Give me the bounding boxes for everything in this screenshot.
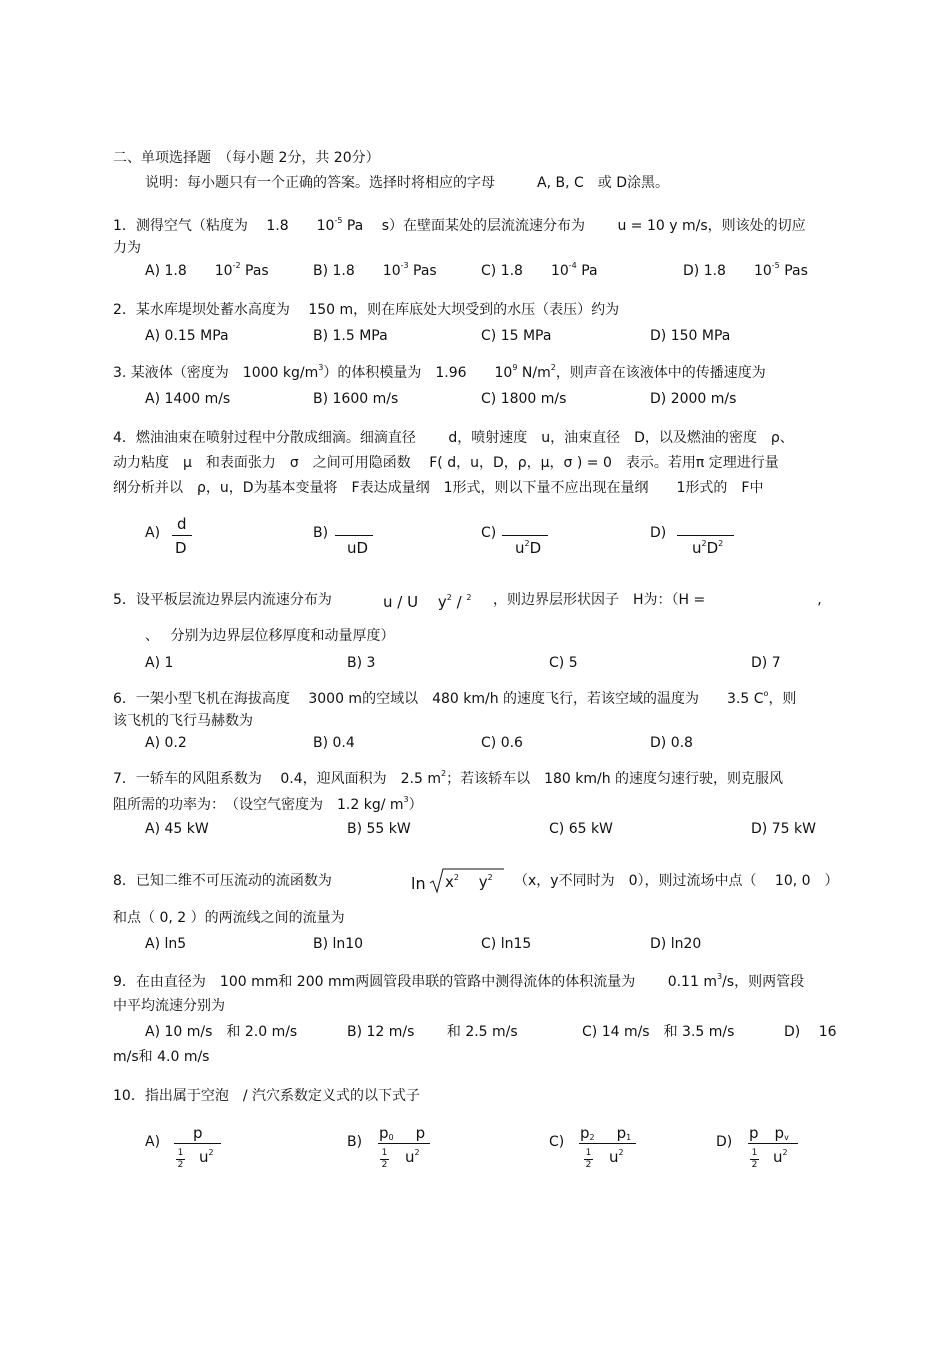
q7-option-c[interactable]: C) 65 kW — [549, 821, 613, 837]
q5-option-a[interactable]: A) 1 — [145, 655, 174, 671]
q5-option-c[interactable]: C) 5 — [549, 655, 578, 671]
q8-option-c[interactable]: C) ln15 — [481, 936, 532, 952]
q5-velocity-formula: u / U $y^2 / ^2$ — [383, 593, 472, 611]
one-half: 1 2 — [751, 1148, 758, 1170]
q2-option-a[interactable]: A) 0.15 MPa — [145, 328, 229, 344]
q5-stem-tail: ，则边界层形状因子 H为：（H = , — [493, 592, 822, 608]
q4-option-c-denominator: $u^2D$ — [515, 539, 542, 557]
q10-option-b-u-squared: $u^2$ — [405, 1148, 420, 1166]
q10-option-b-fraction — [376, 1124, 434, 1172]
fraction-bar — [172, 535, 192, 536]
fraction-bar — [502, 535, 548, 536]
q8-option-a[interactable]: A) ln5 — [145, 936, 187, 952]
q1-stem-line2: 力为 — [113, 240, 141, 256]
q7-stem-line2: 阻所需的功率为： （设空气密度为 1.2 kg/ $m^3$） — [113, 795, 423, 813]
q10-option-a-label[interactable]: A) — [145, 1134, 161, 1150]
q2-option-b[interactable]: B) 1.5 MPa — [313, 328, 388, 344]
q8-ln: ln — [411, 874, 426, 893]
q10-option-d-fraction — [746, 1124, 802, 1172]
fraction-bar — [579, 1143, 636, 1144]
q4-option-b-denominator: uD — [347, 539, 369, 557]
q6-option-b[interactable]: B) 0.4 — [313, 735, 355, 751]
q5-stem: 5．设平板层流边界层内流速分布为 — [113, 592, 332, 608]
q8-option-d[interactable]: D) ln20 — [650, 936, 702, 952]
q10-option-b-label[interactable]: B) — [347, 1134, 363, 1150]
q4-option-d-denominator: $u^2D^2$ — [692, 539, 724, 557]
q4-option-a-fraction — [172, 515, 194, 560]
fraction-bar — [335, 535, 373, 536]
q4-option-c-fraction — [502, 515, 552, 560]
q9-stem-line2: 中平均流速分别为 — [113, 998, 225, 1014]
q4-option-c-label[interactable]: C) — [481, 525, 497, 541]
q10-option-a-numerator: p — [193, 1124, 203, 1142]
q7-option-b[interactable]: B) 55 kW — [347, 821, 411, 837]
q4-stem-line2: 动力粘度 μ 和表面张力 σ 之间可用隐函数 F( d，u，D，ρ，μ，σ ) = 0 表示。若用π 定理进行量 — [113, 455, 779, 471]
q9-option-a[interactable]: A) 10 m/s 和 2.0 m/s — [145, 1024, 298, 1040]
q4-option-a-denominator: D — [175, 539, 187, 557]
q9-option-c[interactable]: C) 14 m/s 和 3.5 m/s — [582, 1024, 735, 1040]
q10-option-a-fraction — [172, 1124, 224, 1172]
q3-option-a[interactable]: A) 1400 m/s — [145, 391, 231, 407]
q10-option-d-numerator: p $p_v$ — [749, 1124, 789, 1142]
fraction-bar — [748, 1143, 798, 1144]
q6-option-d[interactable]: D) 0.8 — [650, 735, 693, 751]
q4-stem-line1: 4．燃油油束在喷射过程中分散成细滴。细滴直径 d，喷射速度 u，油束直径 D，以及燃油的密度 ρ、 — [113, 430, 794, 446]
q10-option-c-fraction — [577, 1124, 639, 1172]
q2-option-d[interactable]: D) 150 MPa — [650, 328, 731, 344]
q4-option-b-label[interactable]: B) — [313, 525, 329, 541]
q10-option-c-label[interactable]: C) — [549, 1134, 565, 1150]
q5-stem-line2: 、 分别为边界层位移厚度和动量厚度） — [145, 628, 395, 644]
q7-option-a[interactable]: A) 45 kW — [145, 821, 209, 837]
q9-option-b[interactable]: B) 12 m/s 和 2.5 m/s — [347, 1024, 518, 1040]
q2-option-c[interactable]: C) 15 MPa — [481, 328, 552, 344]
q5-option-d[interactable]: D) 7 — [751, 655, 781, 671]
q2-stem: 2．某水库堤坝处蓄水高度为 150 m，则在库底处大坝受到的水压（表压）约为 — [113, 302, 620, 318]
q10-option-a-u-squared: $u^2$ — [199, 1148, 214, 1166]
section-title: 二、单项选择题 （每小题 2分，共 20分） — [113, 150, 380, 166]
q10-option-c-u-squared: $u^2$ — [609, 1148, 624, 1166]
q1-option-d[interactable]: D) 1.8 $10^{-5}$ Pas — [683, 261, 808, 279]
fraction-bar — [174, 1143, 221, 1144]
q4-stem-line3: 纲分析并以 ρ，u，D为基本变量将 F表达成量纲 1形式，则以下量不应出现在量纲 1形式的 F中 — [113, 480, 764, 496]
q1-option-c[interactable]: C) 1.8 $10^{-4}$ Pa — [481, 261, 598, 279]
q10-stem: 10．指出属于空泡 / 汽穴系数定义式的以下式子 — [113, 1088, 420, 1104]
q8-radicand: $x^2$ $y^2$ — [445, 873, 493, 891]
q1-option-a[interactable]: A) 1.8 $10^{-2}$ Pas — [145, 261, 269, 279]
q8-option-b[interactable]: B) ln10 — [313, 936, 364, 952]
q5-option-b[interactable]: B) 3 — [347, 655, 376, 671]
q1-option-b[interactable]: B) 1.8 $10^{-3}$ Pas — [313, 261, 437, 279]
fraction-bar — [378, 1143, 430, 1144]
q10-option-d-label[interactable]: D) — [716, 1134, 733, 1150]
q8-stem-line2: 和点（ 0, 2 ）的两流线之间的流量为 — [113, 910, 345, 926]
q1-stem: 1．测得空气（粘度为 1.8 $10^{-5}$ Pa s）在壁面某处的层流流速分布为 u = 10 y m/s，则该处的切应 — [113, 216, 806, 234]
one-half: 1 2 — [177, 1148, 184, 1170]
q10-option-b-numerator: $p_0$ p — [379, 1124, 426, 1142]
q8-stem-tail: （x，y不同时为 0），则过流场中点（ 10, 0 ） — [514, 873, 839, 889]
q6-stem: 6．一架小型飞机在海拔高度 3000 m的空域以 480 km/h 的速度飞行，若该空域的温度为 3.5 $C^o$，则 — [113, 689, 797, 707]
q6-stem-line2: 该飞机的飞行马赫数为 — [113, 713, 253, 729]
one-half: 1 2 — [585, 1148, 592, 1170]
q10-option-d-u-squared: $u^2$ — [773, 1148, 788, 1166]
q9-option-d[interactable]: D) 16 — [784, 1024, 837, 1040]
q3-stem: 3. 某液体（密度为 1000 $kg/m^3$）的体积模量为 1.96 $10^9$ $N/m^2$，则声音在该液体中的传播速度为 — [113, 363, 766, 381]
q3-option-b[interactable]: B) 1600 m/s — [313, 391, 399, 407]
fraction-bar — [677, 535, 734, 536]
q4-option-b-fraction — [335, 515, 375, 560]
q9-stem: 9．在由直径为 100 mm和 200 mm两圆管段串联的管路中测得流体的体积流量为 0.11 $m^3/s$，则两管段 — [113, 972, 805, 990]
q4-option-a-numerator: d — [177, 515, 187, 533]
q4-option-d-fraction — [677, 515, 737, 560]
q9-option-d-continuation: m/s和 4.0 m/s — [113, 1049, 210, 1065]
section-instruction: 说明：每小题只有一个正确的答案。选择时将相应的字母 A, B, C 或 D涂黑。 — [145, 175, 669, 191]
q4-option-d-label[interactable]: D) — [650, 525, 667, 541]
q6-option-c[interactable]: C) 0.6 — [481, 735, 523, 751]
q3-option-d[interactable]: D) 2000 m/s — [650, 391, 737, 407]
q7-option-d[interactable]: D) 75 kW — [751, 821, 816, 837]
q3-option-c[interactable]: C) 1800 m/s — [481, 391, 567, 407]
q8-stem: 8．已知二维不可压流动的流函数为 — [113, 873, 332, 889]
q6-option-a[interactable]: A) 0.2 — [145, 735, 187, 751]
q7-stem: 7．一轿车的风阻系数为 0.4，迎风面积为 2.5 $m^2$；若该轿车以 180 km/h 的速度匀速行驶，则克服风 — [113, 769, 784, 787]
q4-option-a-label[interactable]: A) — [145, 525, 161, 541]
one-half: 1 2 — [381, 1148, 388, 1170]
q10-option-c-numerator: $p_2$ $p_1$ — [580, 1124, 632, 1142]
